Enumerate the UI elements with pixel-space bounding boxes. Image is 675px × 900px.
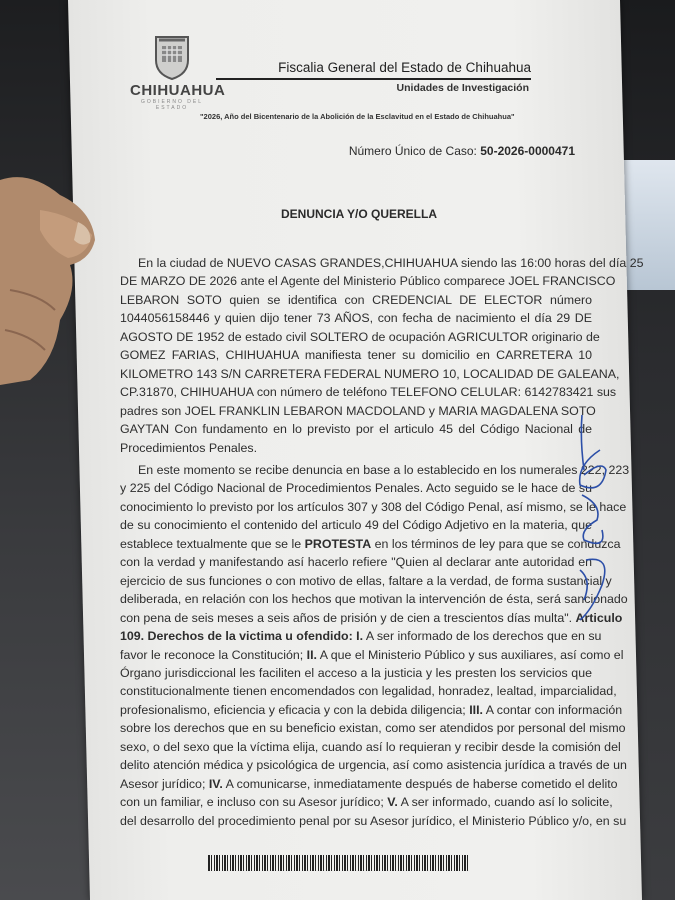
- text-segment: AGOSTO DE 1952 de estado civil SOLTERO de ocupación AGRICULTOR originario de: [120, 329, 600, 344]
- text-line: [120, 439, 592, 457]
- case-number-line: [250, 144, 575, 158]
- text-segment: sobre los derechos que en su beneficio existan, como ser atendidos por personal del mismo: [120, 721, 626, 736]
- text-line: [120, 420, 592, 438]
- paragraph: [120, 461, 630, 830]
- text-line: [120, 383, 617, 401]
- paragraph: [120, 254, 644, 457]
- text-line: [120, 775, 618, 793]
- text-segment: establece textualmente que se le: [120, 536, 305, 551]
- logo-subtitle: GOBIERNO DEL ESTADO: [140, 99, 204, 111]
- text-segment: con un familiar, e incluso con su Asesor jurídico;: [120, 795, 388, 810]
- text-segment: En la ciudad de NUEVO CASAS GRANDES,CHIHUAHUA siendo las 16:00 horas del día 25: [138, 256, 644, 270]
- text-line: [120, 719, 626, 737]
- coat-of-arms-icon: [153, 34, 191, 80]
- case-number: 50-2026-0000471: [480, 144, 575, 158]
- text-line: [120, 479, 592, 497]
- text-line: [120, 346, 592, 364]
- text-segment: DE MARZO DE 2026 ante el Agente del Ministerio Público comparece JOEL FRANCISCO: [120, 274, 616, 289]
- bold-text: 109. Derechos de la victima u ofendido: I.: [120, 629, 364, 644]
- text-line: [120, 328, 600, 346]
- bold-text: IV.: [208, 776, 223, 791]
- text-segment: Asesor jurídico;: [120, 776, 209, 791]
- text-line: [120, 498, 627, 516]
- text-segment: LEBARON SOTO quien se identifica con CREDENCIAL DE ELECTOR número: [120, 292, 592, 307]
- text-segment: GOMEZ FARIAS, CHIHUAHUA manifiesta tener su domicilio en CARRETERA 10: [120, 348, 592, 363]
- text-line: [120, 535, 621, 553]
- text-line: [120, 756, 627, 774]
- text-line: [120, 272, 616, 290]
- text-segment: En este momento se recibe denuncia en base a lo establecido en los numerales 222, 223: [138, 462, 630, 477]
- header-rule: [216, 78, 531, 80]
- handwritten-signature: [572, 410, 617, 630]
- text-segment: A ser informado de los derechos que en su: [363, 629, 602, 644]
- text-line: [120, 590, 628, 608]
- institution-name: Fiscalia General del Estado de Chihuahua: [278, 60, 531, 75]
- text-line: [120, 609, 623, 627]
- text-segment: GAYTAN Con fundamento en lo previsto por el articulo 45 del Código Nacional de: [120, 422, 592, 437]
- text-line: [120, 553, 592, 571]
- logo-name: CHIHUAHUA: [130, 82, 226, 99]
- text-line: [120, 516, 592, 534]
- text-segment: ejercicio de sus funciones o con motivo de ellas, faltare a la verdad, de forma sustancial y: [120, 573, 612, 588]
- text-line: [120, 664, 592, 682]
- document-title: DENUNCIA Y/O QUERELLA: [281, 207, 438, 221]
- text-line: [120, 812, 627, 830]
- text-segment: 1044056158446 y quien dijo tener 73 AÑOS, con fecha de nacimiento el día 29 DE: [120, 311, 592, 326]
- bold-text: V.: [387, 795, 398, 810]
- text-segment: conocimiento lo previsto por los artículos 307 y 308 del Código Penal, así mismo, se le hace: [120, 499, 627, 514]
- text-line: [120, 701, 623, 719]
- text-segment: profesionalismo, eficiencia y eficacia y con la debida diligencia;: [120, 702, 470, 717]
- bold-text: PROTESTA: [304, 536, 372, 551]
- text-line: [120, 291, 592, 309]
- text-segment: favor le reconoce la Constitución;: [120, 647, 307, 662]
- text-segment: KILOMETRO 143 S/N CARRETERA FEDERAL NUMERO 10, LOCALIDAD DE GALEANA,: [120, 366, 620, 381]
- text-segment: A ser informado, cuando así lo solicite,: [397, 795, 613, 810]
- text-segment: constitucionalmente tienen encomendados con legalidad, honradez, lealtad, imparcialidad,: [120, 684, 617, 699]
- text-line: [120, 309, 592, 327]
- unit-name: Unidades de Investigación: [396, 82, 529, 94]
- text-segment: A contar con información: [482, 702, 623, 717]
- hand-holding-paper: [0, 170, 100, 390]
- text-segment: en los términos de ley para que se conduzca: [371, 536, 621, 551]
- year-motto: "2026, Año del Bicentenario de la Abolición de la Esclavitud en el Estado de Chihuahua": [200, 112, 515, 121]
- text-line: [120, 682, 617, 700]
- text-line: [120, 738, 621, 756]
- text-segment: padres son JOEL FRANKLIN LEBARON MACDOLAND y MARIA MAGDALENA SOTO: [120, 403, 596, 418]
- barcode: [208, 855, 470, 871]
- text-segment: del desarrollo del procedimiento penal por su Asesor jurídico, el Ministerio Público y/o, en su: [120, 813, 627, 828]
- text-segment: delito atención médica y psicológica de urgencia, así como asistencia jurídica a través de un: [120, 758, 627, 773]
- text-line: [120, 793, 613, 811]
- text-segment: y 225 del Código Nacional de Procedimientos Penales. Acto seguido se le hace de su: [120, 481, 592, 496]
- text-line: [120, 627, 602, 645]
- case-label: Número Único de Caso:: [348, 144, 477, 158]
- text-segment: de su conocimiento el contenido del articulo 49 del Código Adjetivo en la materia, que: [120, 518, 592, 533]
- text-segment: Órgano jurisdiccional les faciliten el acceso a la justicia y les presten los servicios que: [120, 665, 592, 680]
- text-segment: CP.31870, CHIHUAHUA con número de teléfono TELEFONO CELULAR: 6142783421 sus: [120, 385, 617, 400]
- text-segment: deliberada, en relación con los hechos que motivan la intervención de ésta, será sancionado: [120, 592, 628, 607]
- chihuahua-logo: [130, 34, 226, 111]
- bold-text: III.: [469, 702, 483, 717]
- text-line: [120, 402, 596, 420]
- text-line: [120, 572, 612, 590]
- text-segment: con la verdad y manifestando así hacerlo refiere "Quien al declarar ante autoridad en: [120, 555, 592, 570]
- text-segment: A comunicarse, inmediatamente después de haberse cometido el delito: [222, 776, 618, 791]
- text-segment: sexo, o del sexo que la víctima elija, cuando así lo requieran y recibir desde la comisión del: [120, 739, 621, 754]
- text-line: [120, 646, 624, 664]
- text-segment: con pena de seis meses a seis años de prisión y de cien a trescientos días multa".: [120, 610, 576, 625]
- text-segment: Procedimientos Penales.: [120, 440, 258, 455]
- document-body: [120, 254, 644, 830]
- bold-text: Articulo: [575, 610, 623, 625]
- text-line: [120, 365, 620, 383]
- text-segment: A que el Ministerio Público y sus auxiliares, así como el: [316, 647, 624, 662]
- text-line: [120, 461, 630, 479]
- text-line: [120, 254, 644, 272]
- bold-text: II.: [306, 647, 317, 662]
